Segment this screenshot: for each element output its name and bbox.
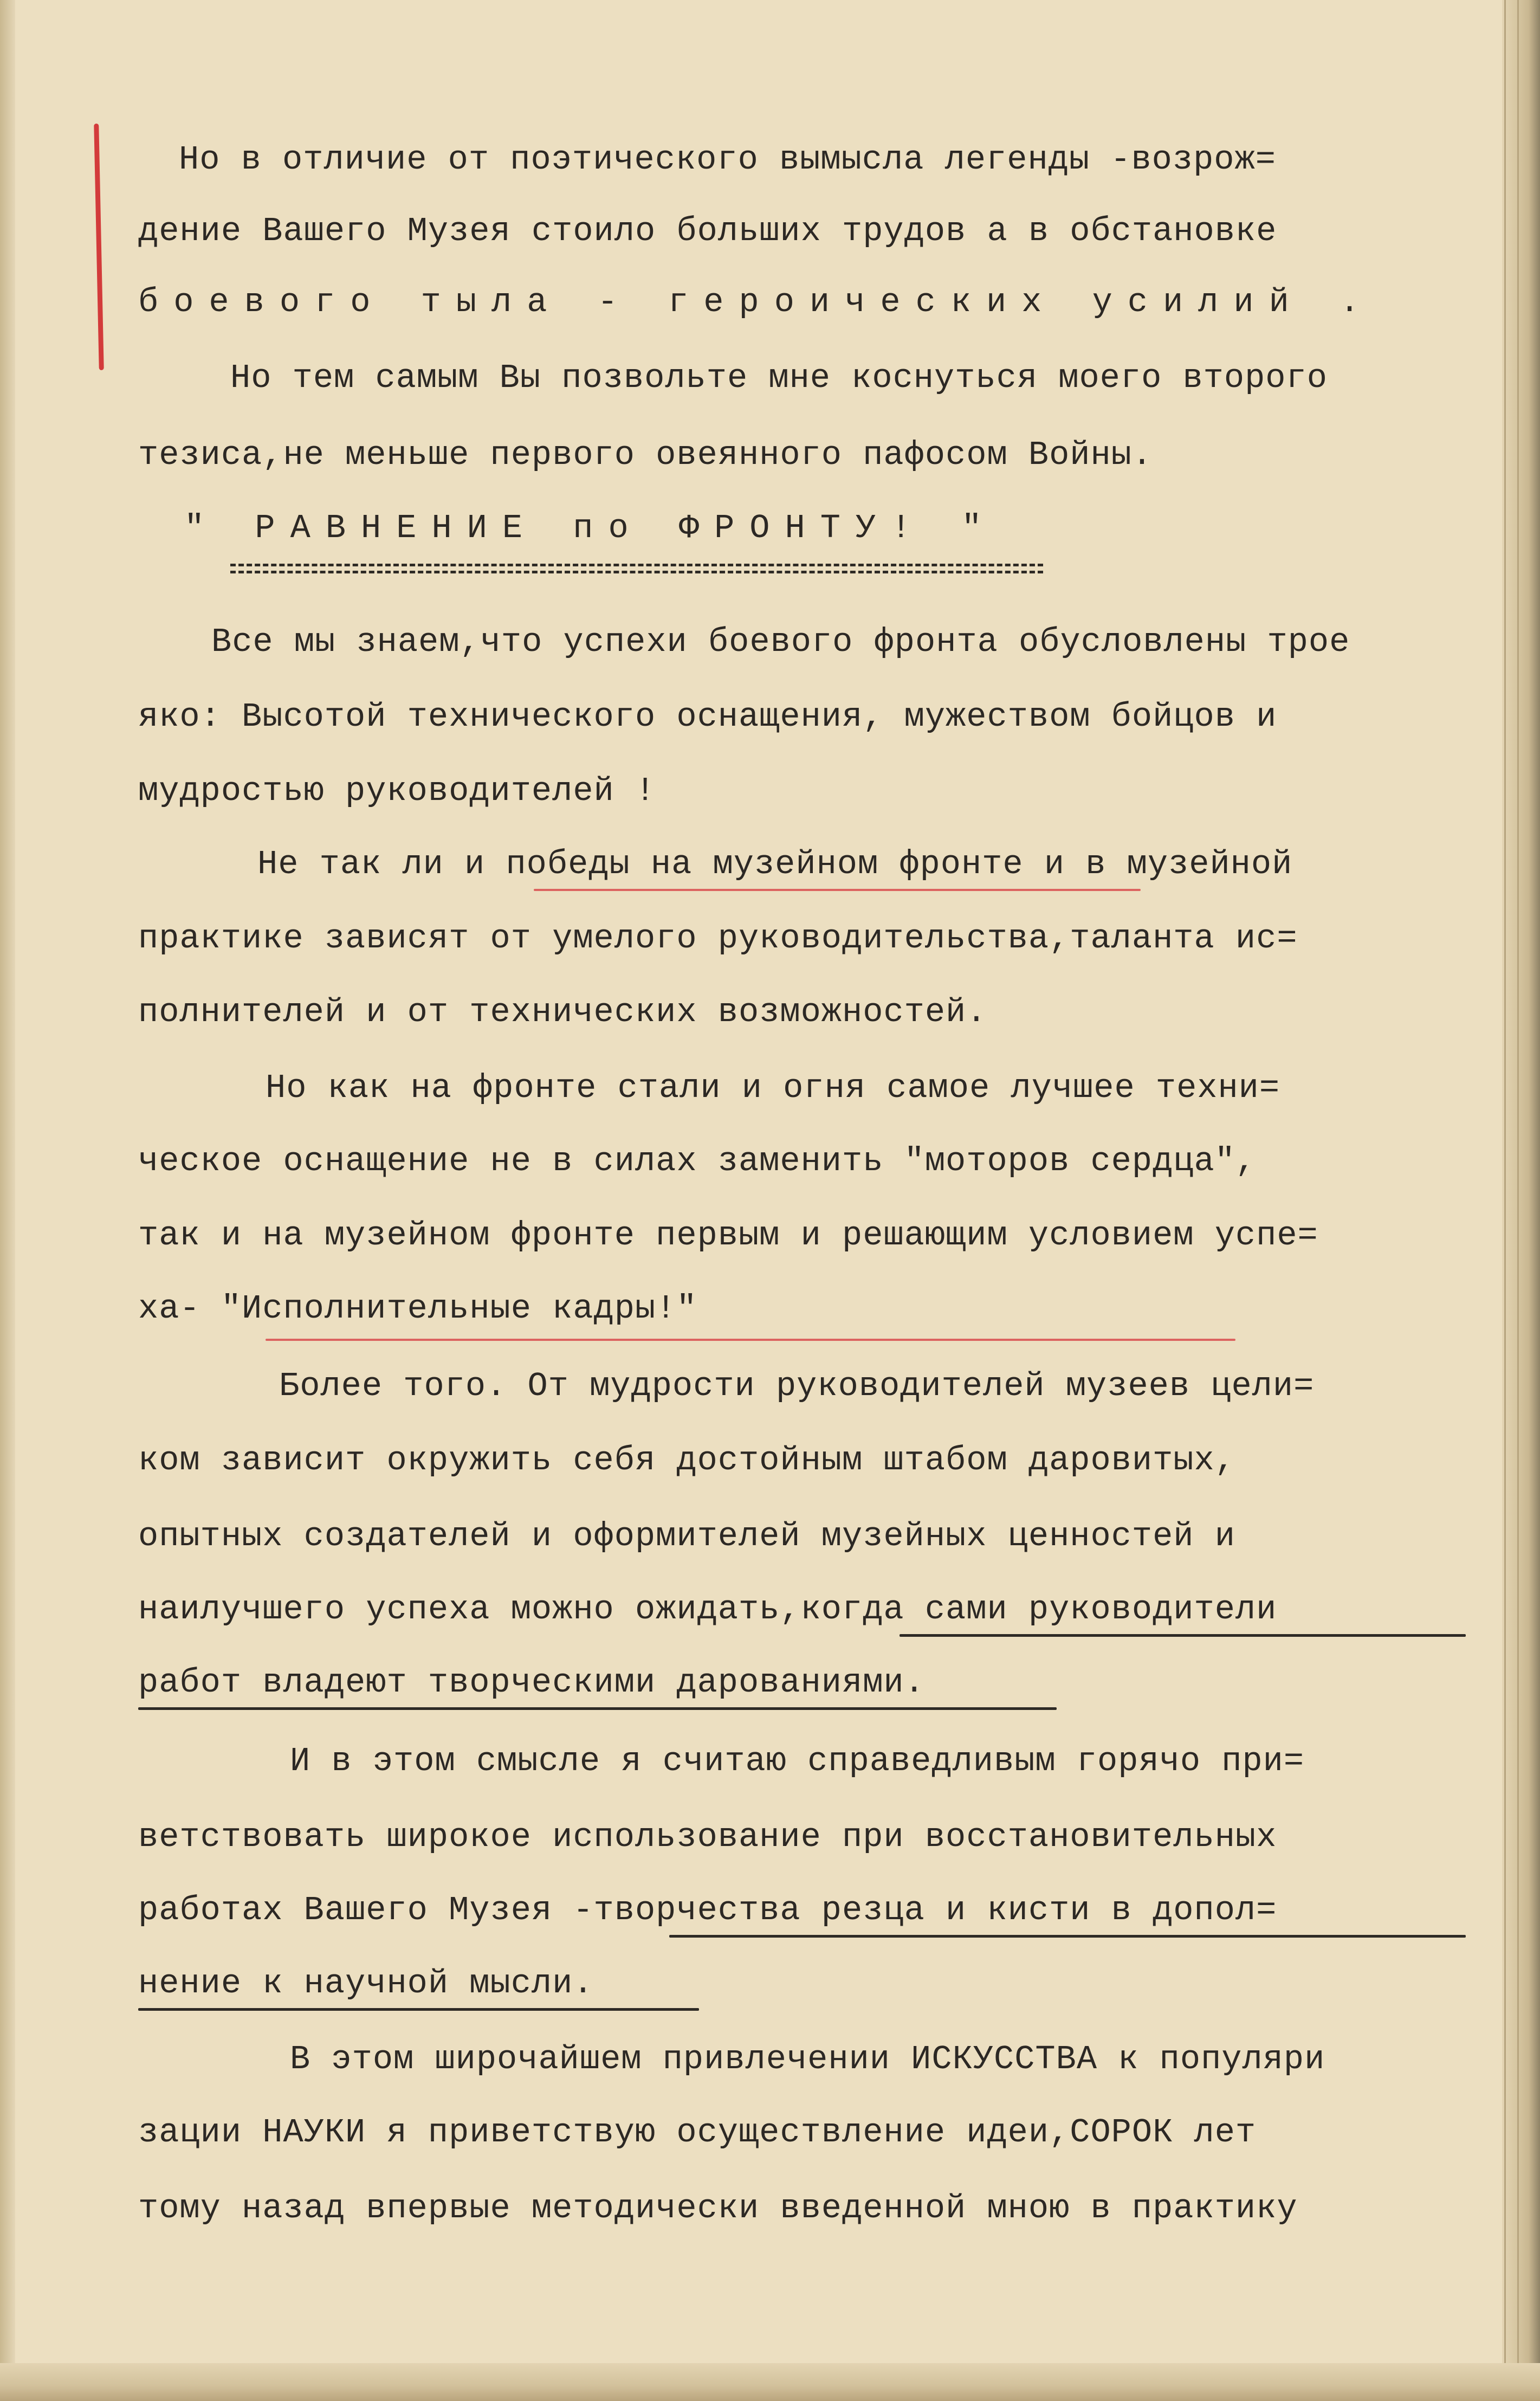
heading-double-rule xyxy=(230,564,1043,573)
text-line: ком зависит окружить себя достойным штабом даровитых, xyxy=(138,1441,1235,1480)
text-line: наилучшего успеха можно ожидать,когда сами руководители xyxy=(138,1590,1277,1629)
text-line: Более того. От мудрости руководителей музеев цели= xyxy=(279,1367,1315,1405)
black-underline xyxy=(138,2008,699,2011)
text-line: опытных создателей и оформителей музейных ценностей и xyxy=(138,1517,1235,1556)
text-line: тому назад впервые методически введенной мною в практику xyxy=(138,2189,1298,2228)
text-line: Все мы знаем,что успехи боевого фронта обусловлены трое xyxy=(211,623,1350,661)
page-bottom-edge xyxy=(0,2363,1540,2401)
text-line: ветствовать широкое использование при восстановительных xyxy=(138,1818,1277,1856)
text-line: мудростью руководителей ! xyxy=(138,772,656,810)
text-line: Но в отличие от поэтического вымысла легенды -возрож= xyxy=(179,140,1276,179)
text-line: В этом широчайшем привлечении ИСКУССТВА к популяри xyxy=(290,2040,1325,2079)
text-line: так и на музейном фронте первым и решающим условием успе= xyxy=(138,1216,1318,1255)
text-line: ха- "Исполнительные кадры!" xyxy=(138,1289,697,1328)
black-underline xyxy=(138,1707,1057,1710)
stacked-sheet-line xyxy=(1517,0,1519,2401)
text-line: дение Вашего Музея стоило больших трудов а в обстановке xyxy=(138,212,1277,250)
text-line: нение к научной мысли. xyxy=(138,1964,594,2003)
text-line: Но как на фронте стали и огня самое лучшее техни= xyxy=(266,1069,1280,1107)
text-line: ческое оснащение не в силах заменить "моторов сердца", xyxy=(138,1142,1257,1180)
text-line: Но тем самым Вы позвольте мне коснуться моего второго xyxy=(230,359,1328,397)
text-line: практике зависят от умелого руководительства,таланта ис= xyxy=(138,919,1298,958)
text-line: работ владеют творческими дарованиями. xyxy=(138,1663,925,1702)
text-line: боевого тыла - героических усилий . xyxy=(138,283,1375,321)
text-line: зации НАУКИ я приветствую осуществление идеи,СОРОК лет xyxy=(138,2113,1257,2152)
black-underline xyxy=(900,1634,1466,1637)
stacked-sheet-line xyxy=(1504,0,1506,2401)
text-line: работах Вашего Музея -творчества резца и кисти в допол= xyxy=(138,1891,1277,1929)
section-heading: " РАВНЕНИЕ по ФРОНТУ! " xyxy=(184,509,997,547)
text-line: И в этом смысле я считаю справедливым горячо при= xyxy=(290,1742,1305,1780)
red-underline xyxy=(266,1339,1235,1341)
text-line: полнителей и от технических возможностей. xyxy=(138,993,987,1031)
page-left-edge xyxy=(0,0,15,2401)
black-underline xyxy=(669,1935,1466,1938)
text-line: Не так ли и победы на музейном фронте и в музейной xyxy=(257,845,1293,883)
red-margin-mark xyxy=(94,124,104,370)
text-line: тезиса,не меньше первого овеянного пафосом Войны. xyxy=(138,436,1153,474)
text-line: яко: Высотой технического оснащения, мужеством бойцов и xyxy=(138,698,1277,736)
red-underline xyxy=(534,889,1141,891)
page-right-edge xyxy=(1502,0,1540,2401)
